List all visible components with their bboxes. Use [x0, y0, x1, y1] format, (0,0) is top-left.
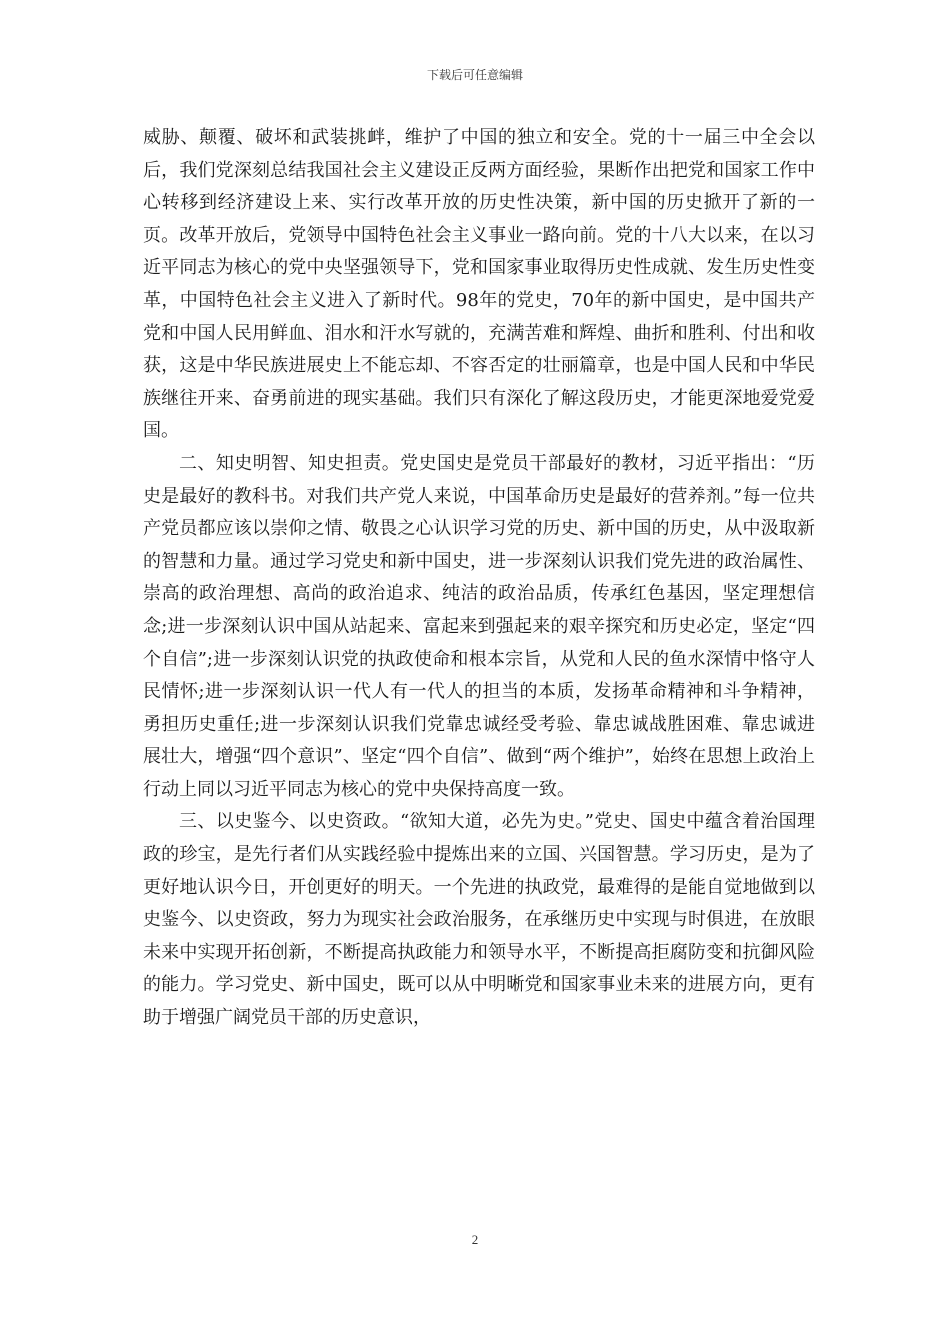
- paragraph-continuation: 威胁、颠覆、破坏和武装挑衅，维护了中国的独立和安全。党的十一届三中全会以后，我们党深刻总结我国社会主义建设正反两方面经验，果断作出把党和国家工作中心转移到经济建设上来、实行改革开放的历史性决策，新中国的历史掀开了新的一页。改革开放后，党领导中国特色社会主义事业一路向前。党的十八大以来，在以习近平同志为核心的党中央坚强领导下，党和国家事业取得历史性成就、发生历史性变革，中国特色社会主义进入了新时代。98年的党史，70年的新中国史，是中国共产党和中国人民用鲜血、泪水和汗水写就的，充满苦难和辉煌、曲折和胜利、付出和收获，这是中华民族进展史上不能忘却、不容否定的壮丽篇章，也是中国人民和中华民族继往开来、奋勇前进的现实基础。我们只有深化了解这段历史，才能更深地爱党爱国。: [143, 127, 815, 442]
- paragraph-section-3: 三、以史鉴今、以史资政。“欲知大道，必先为史。”党史、国史中蕴含着治国理政的珍宝，是先行者们从实践经验中提炼出来的立国、兴国智慧。学习历史，是为了更好地认识今日，开创更好的明天。一个先进的执政党，最难得的是能自觉地做到以史鉴今、以史资政，努力为现实社会政治服务，在承继历史中实现与时俱进，在放眼未来中实现开拓创新，不断提高执政能力和领导水平，不断提高拒腐防变和抗御风险的能力。学习党史、新中国史，既可以从中明晰党和国家事业未来的进展方向，更有助于增强广阔党员干部的历史意识，: [143, 811, 815, 1029]
- document-body: [143, 122, 815, 1035]
- page-header: 下载后可任意编辑: [426, 68, 523, 82]
- paragraph-section-2: 二、知史明智、知史担责。党史国史是党员干部最好的教材，习近平指出：“历史是最好的教科书。对我们共产党人来说，中国革命历史是最好的营养剂。”每一位共产党员都应该以崇仰之情、敬畏之心认识学习党的历史、新中国的历史，从中汲取新的智慧和力量。通过学习党史和新中国史，进一步深刻认识我们党先进的政治属性、崇高的政治理想、高尚的政治追求、纯洁的政治品质，传承红色基因，坚定理想信念;进一步深刻认识中国从站起来、富起来到强起来的艰辛探究和历史必定，坚定“四个自信”;进一步深刻认识党的执政使命和根本宗旨，从党和人民的鱼水深情中恪守人民情怀;进一步深刻认识一代人有一代人的担当的本质，发扬革命精神和斗争精神，勇担历史重任;进一步深刻认识我们党靠忠诚经受考验、靠忠诚战胜困难、靠忠诚进展壮大，增强“四个意识”、坚定“四个自信”、做到“两个维护”，始终在思想上政治上行动上同以习近平同志为核心的党中央保持高度一致。: [143, 452, 815, 800]
- page-number: 2: [471, 1232, 479, 1247]
